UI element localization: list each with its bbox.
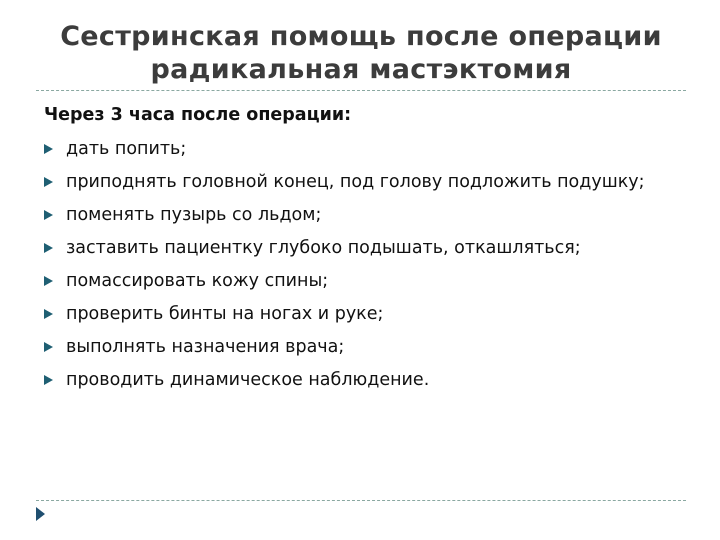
triangle-bullet-icon <box>44 309 53 319</box>
list-item-text: дать попить; <box>66 139 187 159</box>
slide-title <box>36 20 686 86</box>
list-item <box>44 334 684 360</box>
list-item-text: помассировать кожу спины; <box>66 271 329 291</box>
list-item <box>44 301 684 327</box>
triangle-bullet-icon <box>44 342 53 352</box>
list-item-text: выполнять назначения врача; <box>66 337 345 357</box>
list-item <box>44 235 684 261</box>
next-slide-arrow-icon[interactable] <box>36 507 45 521</box>
list-item <box>44 268 684 294</box>
triangle-bullet-icon <box>44 210 53 220</box>
list-item-text: поменять пузырь со льдом; <box>66 205 322 225</box>
triangle-bullet-icon <box>44 144 53 154</box>
list-item <box>44 202 684 228</box>
section-heading: Через 3 часа после операции: <box>44 105 352 125</box>
list-item-text: проводить динамическое наблюдение. <box>66 370 430 390</box>
bottom-divider <box>36 500 686 501</box>
slide-title-line-2: радикальная мастэктомия <box>150 54 572 85</box>
triangle-bullet-icon <box>44 177 53 187</box>
list-item <box>44 367 684 393</box>
list-item <box>44 169 684 195</box>
top-divider <box>36 90 686 91</box>
list-item-text: проверить бинты на ногах и руке; <box>66 304 384 324</box>
slide-title-line-1: Сестринская помощь после операции <box>60 21 662 52</box>
list-item <box>44 136 684 162</box>
list-item-text: приподнять головной конец, под голову подложить подушку; <box>66 172 645 192</box>
care-steps-list <box>44 136 684 393</box>
triangle-bullet-icon <box>44 243 53 253</box>
triangle-bullet-icon <box>44 375 53 385</box>
list-item-text: заставить пациентку глубоко подышать, откашляться; <box>66 238 581 258</box>
slide-body <box>44 102 684 400</box>
triangle-bullet-icon <box>44 276 53 286</box>
